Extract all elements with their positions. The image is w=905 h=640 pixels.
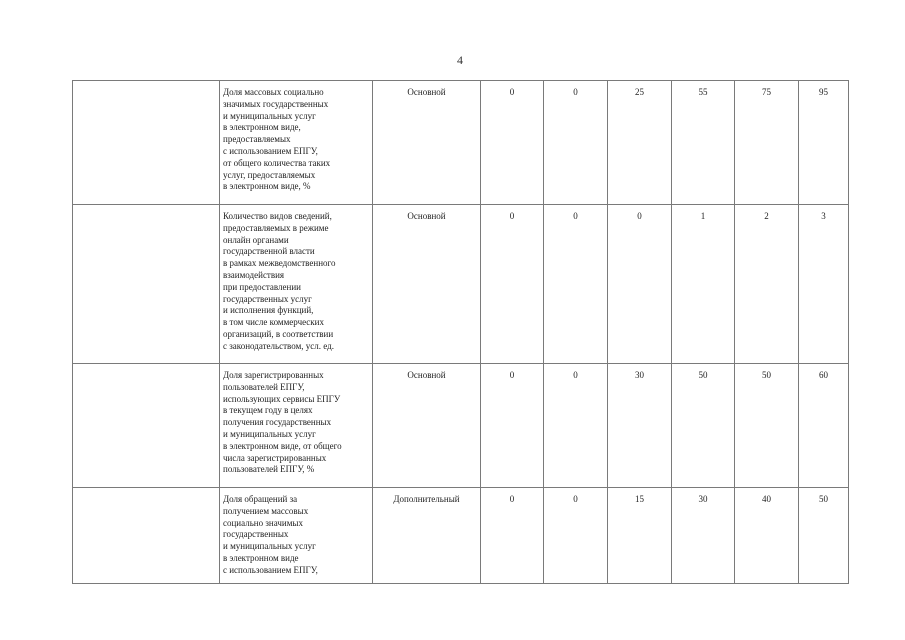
value-cell: 50	[735, 364, 799, 488]
page-number: 4	[457, 53, 463, 67]
indicator-name: Доля зарегистрированных пользователей ЕПГУ, использующих сервисы ЕПГУ в текущем году в целях получения государственных и муниципальных услуг в электронном виде, от общего числа зарегистрированных пользователей ЕПГУ, %	[220, 364, 373, 488]
value-cell: 1	[672, 205, 735, 364]
value-cell: 95	[799, 81, 849, 205]
indicator-name: Доля обращений за получением массовых социально значимых государственных и муниципальных услуг в электронном виде с использованием ЕПГУ,	[220, 488, 373, 584]
indicator-type: Основной	[373, 364, 481, 488]
value-cell: 30	[672, 488, 735, 584]
value-cell: 0	[481, 488, 544, 584]
value-cell: 0	[608, 205, 672, 364]
blank-cell	[73, 364, 220, 488]
value-cell: 30	[608, 364, 672, 488]
indicator-type: Дополнительный	[373, 488, 481, 584]
blank-cell	[73, 205, 220, 364]
value-cell: 15	[608, 488, 672, 584]
value-cell: 0	[544, 488, 608, 584]
indicators-table	[72, 80, 849, 584]
value-cell: 0	[544, 81, 608, 205]
value-cell: 55	[672, 81, 735, 205]
value-cell: 40	[735, 488, 799, 584]
blank-cell	[73, 488, 220, 584]
indicator-type: Основной	[373, 81, 481, 205]
value-cell: 50	[799, 488, 849, 584]
value-cell: 50	[672, 364, 735, 488]
value-cell: 60	[799, 364, 849, 488]
value-cell: 25	[608, 81, 672, 205]
indicator-type: Основной	[373, 205, 481, 364]
table-row	[73, 364, 849, 488]
value-cell: 0	[481, 205, 544, 364]
value-cell: 75	[735, 81, 799, 205]
value-cell: 0	[481, 81, 544, 205]
value-cell: 2	[735, 205, 799, 364]
table-row	[73, 488, 849, 584]
table-row	[73, 81, 849, 205]
value-cell: 3	[799, 205, 849, 364]
value-cell: 0	[544, 205, 608, 364]
table-row	[73, 205, 849, 364]
indicator-name: Доля массовых социально значимых государственных и муниципальных услуг в электронном виде, предоставляемых с использованием ЕПГУ, от общего количества таких услуг, предоставляемых в электронном виде, %	[220, 81, 373, 205]
blank-cell	[73, 81, 220, 205]
value-cell: 0	[544, 364, 608, 488]
indicator-name: Количество видов сведений, предоставляемых в режиме онлайн органами государственной власти в рамках межведомственного взаимодействия при предоставлении государственных услуг и исполнения функций, в том числе коммерческих организаций, в соответствии с законодательством, усл. ед.	[220, 205, 373, 364]
value-cell: 0	[481, 364, 544, 488]
